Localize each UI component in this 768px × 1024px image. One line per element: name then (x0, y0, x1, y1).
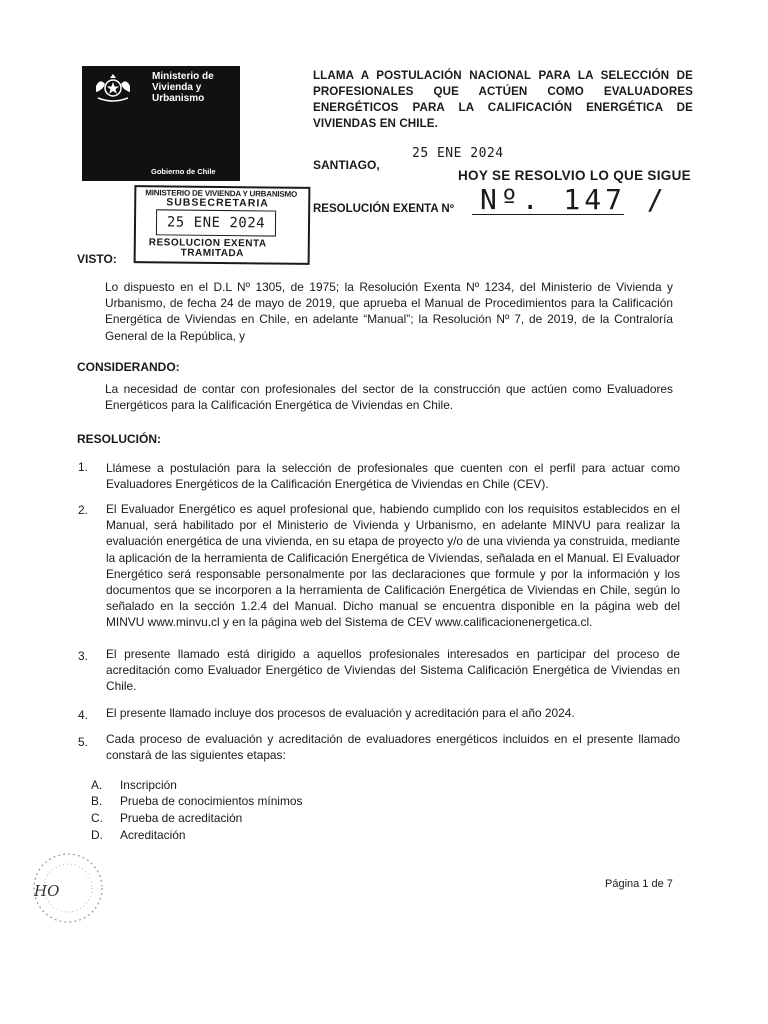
stage-item: Acreditación (120, 828, 186, 842)
list-item: El presente llamado incluye dos procesos de evaluación y acreditación para el año 2024. (106, 706, 575, 720)
government-label: Gobierno de Chile (151, 167, 216, 176)
stage-letter: D. (91, 828, 103, 842)
item-number: 3. (78, 649, 88, 663)
ministry-logo (82, 66, 240, 181)
document-title: LLAMA A POSTULACIÓN NACIONAL PARA LA SELECCIÓN DE PROFESIONALES QUE ACTÚEN COMO EVALUADORES ENERGÉTICOS PARA LA CALIFICACIÓN ENERGÉTICA DE VIVIENDAS EN CHILE. (313, 69, 693, 130)
resolucion-heading: RESOLUCIÓN: (77, 432, 161, 446)
official-stamp (134, 185, 311, 265)
stamp-status: TRAMITADA (180, 247, 244, 260)
list-item: El presente llamado está dirigido a aquellos profesionales interesados en participar del proceso de acreditación como Evaluador Energético de Viviendas del Sistema Calificación Energética de Viviendas en Chile. (106, 647, 680, 694)
page-number: Página 1 de 7 (605, 878, 673, 890)
item-number: 2. (78, 503, 88, 517)
stage-letter: A. (91, 778, 103, 792)
list-item: El Evaluador Energético es aquel profesional que, habiendo cumplido con los requisitos establecidos en el Manual, será habilitado por el Ministerio de Vivienda y Urbanismo, en adelante MINVU para realizar la evaluación energética de una vivienda, en su etapa de proyecto y/o de una vivienda ya construida, mediante la aplicación de la herramienta de Calificación Energética de Viviendas, señalada en el Manual. El Evaluador Energético será responsable personalmente por las declaraciones que formule y por la información y los documentos que se incorporen a la herramienta de Calificación Energética de Viviendas en Chile, según lo señalado en la sección 1.2.4 del Manual. Dicho manual se encuentra disponible en la página web del MINVU www.minvu.cl y en la página web del Sistema de CEV www.calificacionenergetica.cl. (106, 502, 680, 630)
coat-of-arms-icon (88, 72, 146, 106)
item-number: 1. (78, 460, 88, 474)
stage-letter: C. (91, 811, 103, 825)
ministry-name: Ministerio de Vivienda y Urbanismo (152, 71, 214, 104)
resolution-statement: HOY SE RESOLVIO LO QUE SIGUE (458, 168, 691, 183)
list-item: Llámese a postulación para la selección de profesionales que cuenten con el perfil para actuar como Evaluadores Energéticos de la Calificación Energética de Viviendas en Chile (CEV). (106, 461, 680, 492)
list-item: Cada proceso de evaluación y acreditación de evaluadores energéticos incluidos en el presente llamado constará de las siguientes etapas: (106, 732, 680, 763)
resolution-number: Nº. 147 / (480, 183, 668, 216)
stage-item: Inscripción (120, 778, 177, 792)
city-label: SANTIAGO, (313, 158, 380, 172)
item-number: 5. (78, 735, 88, 749)
considerando-text: La necesidad de contar con profesionales del sector de la construcción que actúen como Evaluadores Energéticos para la Calificación Energética de Viviendas en Chile. (105, 382, 673, 413)
considerando-heading: CONSIDERANDO: (77, 360, 180, 374)
initials-seal (28, 848, 108, 933)
issue-date: 25 ENE 2024 (412, 146, 504, 161)
stage-letter: B. (91, 794, 103, 808)
item-number: 4. (78, 708, 88, 722)
stamp-date: 25 ENE 2024 (156, 209, 276, 236)
resolution-label: RESOLUCIÓN EXENTA Nº (313, 203, 454, 215)
seal-icon (28, 848, 108, 928)
stage-item: Prueba de conocimientos mínimos (120, 794, 303, 808)
stage-item: Prueba de acreditación (120, 811, 243, 825)
seal-initials: HO (34, 882, 60, 900)
visto-text: Lo dispuesto en el D.L Nº 1305, de 1975; la Resolución Exenta Nº 1234, del Ministerio de Vivienda y Urbanismo, de fecha 24 de mayo de 2019, que aprueba el Manual de Procedimientos para la Calificación Energética de Viviendas en Chile, en adelante “Manual”; la Resolución Nº 7, de 2019, de la Contraloría General de la República, y (105, 280, 673, 343)
visto-heading: VISTO: (77, 252, 117, 266)
stamp-type: RESOLUCION EXENTA (148, 237, 267, 250)
stamp-ministry: MINISTERIO DE VIVIENDA Y URBANISMO (145, 188, 298, 199)
stamp-department: SUBSECRETARIA (166, 196, 269, 210)
